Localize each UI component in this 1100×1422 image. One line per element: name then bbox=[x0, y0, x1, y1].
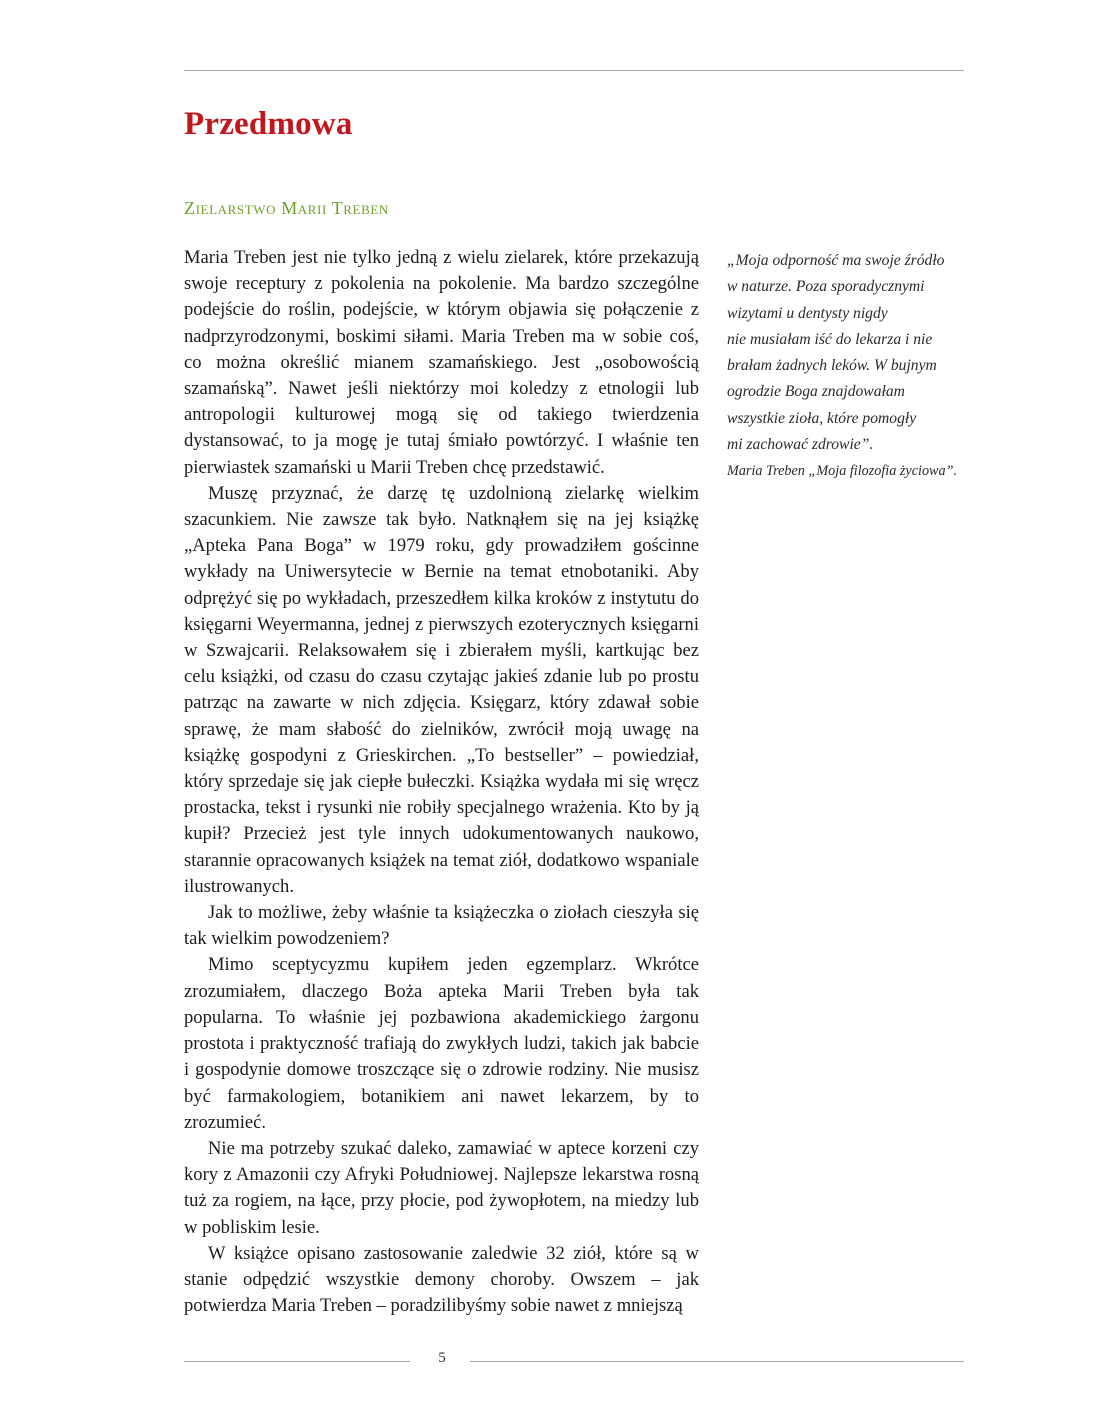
quote-source: Maria Treben „Moja filozofia życiowa”. bbox=[727, 463, 958, 480]
quote-line: wizytami u dentysty nigdy bbox=[727, 304, 888, 322]
quote-line: „Moja odporność ma swoje źródło bbox=[727, 252, 945, 269]
page-title: Przedmowa bbox=[184, 106, 353, 142]
footer-rule-left bbox=[184, 1361, 410, 1362]
page-number: 5 bbox=[438, 1350, 446, 1366]
section-heading: Zielarstwo Marii Treben bbox=[184, 198, 389, 218]
paragraph: Maria Treben jest nie tylko jedną z wielu zielarek, które przekazują swoje receptury z pokolenia na pokolenie. Ma bardzo szczególne podejście do roślin, podejście, w którym objawia się połączenie z nadprzyrodzonymi, boskimi siłami. Maria Treben ma w sobie coś, co można określić mianem szamańskiego. Jest „osobowością szamańską”. Nawet jeśli niektórzy moi koledzy z etnologii lub antropologii kulturowej mogą się od takiego twierdzenia dystansować, to ja mogę je tutaj śmiało powtórzyć. I właśnie ten pierwiastek szamański u Marii Treben chcę przedstawić. bbox=[184, 247, 699, 478]
paragraph: Mimo sceptycyzmu kupiłem jeden egzemplarz. Wkrótce zrozumiałem, dlaczego Boża apteka Marii Treben była tak popularna. To właśnie jej pozbawiona akademickiego żargonu prostota i praktyczność trafiają do zwykłych ludzi, takich jak babcie i gospodynie domowe troszczące się o zdrowie rodziny. Nie musisz być farmakologiem, botanikiem ani nawet lekarzem, by to zrozumieć. bbox=[184, 954, 699, 1133]
sidebar-quote bbox=[727, 248, 992, 485]
quote-line: w naturze. Poza sporadycznymi bbox=[727, 278, 925, 296]
footer-rule-right bbox=[470, 1361, 964, 1362]
paragraph: Nie ma potrzeby szukać daleko, zamawiać w aptece korzeni czy kory z Amazonii czy Afryki Południowej. Najlepsze lekarstwa rosną tuż za rogiem, na łące, przy płocie, pod żywopłotem, na miedzy lub w pobliskim lesie. bbox=[184, 1137, 699, 1238]
quote-line: ogrodzie Boga znajdowałam bbox=[727, 383, 905, 401]
main-text-column bbox=[184, 245, 699, 1319]
quote-line: brałam żadnych leków. W bujnym bbox=[727, 357, 937, 375]
header-rule bbox=[184, 70, 964, 71]
paragraph: Jak to możliwe, żeby właśnie ta książeczka o ziołach cieszyła się tak wielkim powodzeniem? bbox=[184, 902, 699, 950]
paragraph: W książce opisano zastosowanie zaledwie 32 ziół, które są w stanie odpędzić wszystkie demony choroby. Owszem – jak potwierdza Maria Treben – poradzilibyśmy sobie nawet z mniejszą bbox=[184, 1242, 699, 1317]
quote-line: wszystkie zioła, które pomogły bbox=[727, 409, 917, 427]
paragraph: Muszę przyznać, że darzę tę uzdolnioną zielarkę wielkim szacunkiem. Nie zawsze tak było. Natknąłem się na jej książkę „Apteka Pana Boga” w 1979 roku, gdy prowadziłem gościnne wykłady na Uniwersytecie w Bernie na temat etnobotaniki. Aby odprężyć się po wykładach, przeszedłem kilka kroków z instytutu do księgarni Weyermanna, jednej z pierwszych ezoterycznych księgarni w Szwajcarii. Relaksowałem się i zbierałem myśli, kartkując bez celu książki, od czasu do czasu czytając jakieś zdanie lub po prostu patrząc na zawarte w nich zdjęcia. Księgarz, który zdawał sobie sprawę, że mam słabość do zielników, zwrócił moją uwagę na książkę gospodyni z Grieskirchen. „To bestseller” – powiedział, który sprzedaje się jak ciepłe bułeczki. Książka wydała mi się wręcz prostacka, tekst i rysunki nie robiły specjalnego wrażenia. Kto by ją kupił? Przecież jest tyle innych udokumentowanych naukowo, starannie opracowanych książek na temat ziół, dodatkowo wspaniale ilustrowanych. bbox=[184, 482, 699, 897]
quote-line: mi zachować zdrowie”. bbox=[727, 436, 874, 454]
quote-line: nie musiałam iść do lekarza i nie bbox=[727, 330, 933, 348]
